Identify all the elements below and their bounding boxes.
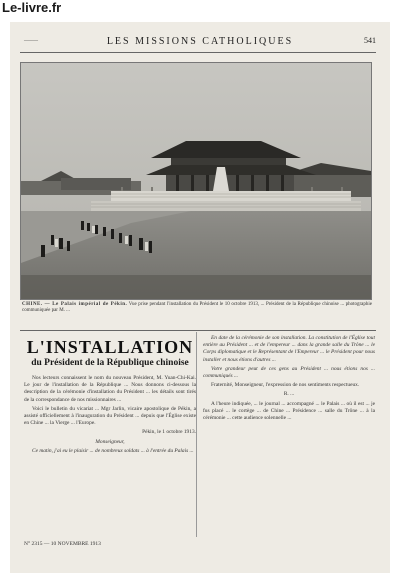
palace-photo-illustration (21, 63, 371, 299)
header-title: LES MISSIONS CATHOLIQUES (106, 36, 294, 47)
article-paragraph: En date de la cérémonie de son installation. La constitution de l'Église tout entière au Président ... et de l'empereur ... dans la grande salle du Trône ... le Corps diplomatique et le Représentant de l'Empereur ... le Président pour nous installer et nous étions d'autres ... (203, 335, 375, 363)
article-paragraph: A l'heure indiquée, ... le journal ... accompagné ... le Palais ... où il est ... je fus placé ... le cortège ... de Chine ... Présidence ... salle du Trône ... à la cérémonie ... cette audience solennelle ... (203, 400, 375, 422)
caption-text: Vue prise pendant l'installation du Président le 10 octobre 1913, ... Président de la République chinoise ... photographie communiquée par M. ... (22, 302, 372, 314)
article-left-column (24, 335, 196, 457)
page-footer: N° 2315 — 10 NOVEMBRE 1913 (24, 541, 101, 547)
column-divider (196, 332, 197, 537)
photo-caption (22, 302, 372, 315)
article-paragraph: Voici le bulletin du vicariat ... Mgr Jarlin, vicaire apostolique de Pékin, a assisté officiellement à l'inauguration du Président ... depuis que l'Église existe en Chine ... la Vierge ... l'Europe. (24, 405, 196, 427)
header-left: —— (24, 36, 38, 44)
article-title: L'INSTALLATION (26, 337, 194, 357)
article-paragraph: Nos lecteurs connaissent le nom du nouveau Président, M. Yuan-Chi-Kai. Le jour de l'installation de la République ... Nous donnons ci-dessous la description de la cérémonie d'installation du Président ... les détails sont tirés de la correspondance de nos missionnaires ... (24, 375, 196, 403)
article-right-column (203, 335, 375, 424)
page-number: 541 (364, 36, 376, 45)
caption-rule (20, 330, 376, 331)
site-watermark: Le-livre.fr (2, 0, 62, 15)
article-salutation: Monseigneur, (95, 438, 125, 445)
header-rule (20, 52, 376, 53)
page-header (24, 36, 376, 50)
article-signature: R. ... (283, 391, 295, 398)
caption-lead: CHINE. — Le Palais impérial de Pékin. (22, 302, 128, 307)
palace-photo (20, 62, 372, 300)
article-dateline: Pékin, le 1 octobre 1913. (142, 429, 196, 436)
article-subtitle: du Président de la République chinoise (31, 358, 189, 368)
article-paragraph: Votre grandeur peut de ces gens au Président ... nous étions nos ... communiqués ... (203, 365, 375, 380)
article-closing: Fraternité, Monseigneur, l'expression de nos sentiments respectueux. (211, 382, 360, 389)
article-paragraph: Ce matin, j'ai eu le plaisir ... de nombreux soldats ... à l'entrée du Palais ... (32, 447, 194, 454)
